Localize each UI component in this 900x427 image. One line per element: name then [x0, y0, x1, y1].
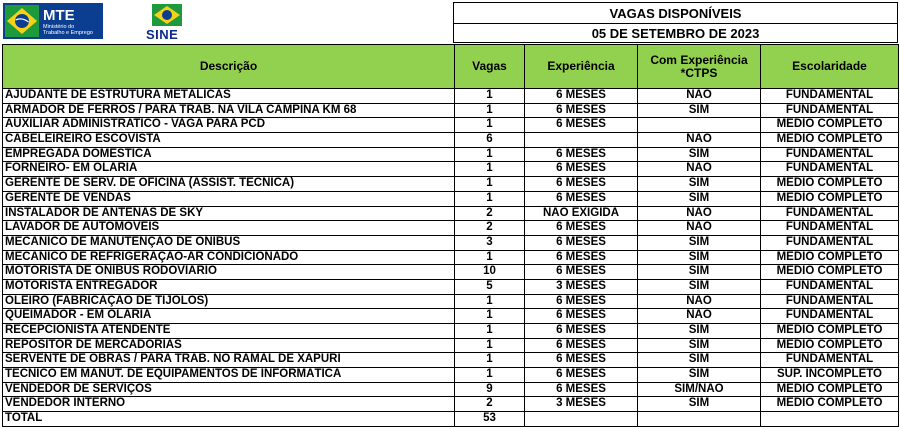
cell-ctps: SIM: [638, 324, 761, 339]
cell-descricao: RECEPCIONISTA ATENDENTE: [3, 324, 455, 339]
cell-ctps: NÃO: [638, 309, 761, 324]
cell-ctps: SIM: [638, 338, 761, 353]
cell-descricao: FORNEIRO- EM OLARIA: [3, 162, 455, 177]
cell-experiencia: 6 MESES: [525, 221, 638, 236]
cell-escolaridade: FUNDAMENTAL: [761, 147, 899, 162]
cell-descricao: OLEIRO (FABRICAÇÃO DE TIJOLOS): [3, 294, 455, 309]
cell-ctps: SIM: [638, 235, 761, 250]
table-row: [3, 133, 899, 148]
cell-escolaridade: FUNDAMENTAL: [761, 162, 899, 177]
cell-experiencia: NÃO EXIGIDA: [525, 206, 638, 221]
cell-vagas: 1: [455, 103, 525, 118]
table-row: [3, 397, 899, 412]
cell-experiencia: 6 MESES: [525, 103, 638, 118]
total-row: [3, 412, 899, 427]
cell-vagas: 5: [455, 279, 525, 294]
mte-logo-sub-1: Ministério do: [43, 24, 75, 30]
cell-vagas: 1: [455, 89, 525, 104]
header-ctps-line2: *CTPS: [680, 65, 718, 80]
cell-escolaridade: SUP. INCOMPLETO: [761, 368, 899, 383]
cell-ctps: SIM: [638, 265, 761, 280]
cell-experiencia: 6 MESES: [525, 309, 638, 324]
cell-experiencia: 6 MESES: [525, 89, 638, 104]
cell-vagas: 10: [455, 265, 525, 280]
cell-descricao: INSTALADOR DE ANTENAS DE SKY: [3, 206, 455, 221]
table-row: [3, 206, 899, 221]
table-row: [3, 191, 899, 206]
table-row: [3, 89, 899, 104]
cell-ctps: SIM: [638, 191, 761, 206]
cell-ctps: SIM: [638, 177, 761, 192]
cell-vagas: 1: [455, 353, 525, 368]
header-ctps: [638, 45, 761, 89]
cell-experiencia: 3 MESES: [525, 397, 638, 412]
cell-descricao: GERENTE DE SERV. DE OFICINA (ASSIST. TÉCNICA): [3, 177, 455, 192]
mte-logo-sub-2: Trabalho e Emprego: [43, 30, 93, 36]
cell-descricao: MOTORISTA DE ÔNIBUS RODOVIÁRIO: [3, 265, 455, 280]
cell-descricao: VENDEDOR INTERNO: [3, 397, 455, 412]
total-empty-cell: [761, 412, 899, 427]
cell-experiencia: 6 MESES: [525, 324, 638, 339]
cell-vagas: 1: [455, 368, 525, 383]
table-row: [3, 103, 899, 118]
cell-escolaridade: MÉDIO COMPLETO: [761, 177, 899, 192]
cell-escolaridade: FUNDAMENTAL: [761, 294, 899, 309]
cell-escolaridade: MÉDIO COMPLETO: [761, 118, 899, 133]
header-experiencia: Experiência: [525, 45, 638, 89]
cell-escolaridade: MÉDIO COMPLETO: [761, 324, 899, 339]
cell-escolaridade: MÉDIO COMPLETO: [761, 191, 899, 206]
cell-descricao: AUXILIAR ADMINISTRATICO - VAGA PARA PCD: [3, 118, 455, 133]
cell-experiencia: 6 MESES: [525, 177, 638, 192]
cell-experiencia: 6 MESES: [525, 235, 638, 250]
table-row: [3, 235, 899, 250]
cell-ctps: SIM: [638, 397, 761, 412]
cell-escolaridade: FUNDAMENTAL: [761, 309, 899, 324]
cell-ctps: NÃO: [638, 133, 761, 148]
total-label: TOTAL: [3, 412, 455, 427]
cell-descricao: TÉCNICO EM MANUT. DE EQUIPAMENTOS DE INFORMÁTICA: [3, 368, 455, 383]
cell-descricao: VENDEDOR DE SERVIÇOS: [3, 382, 455, 397]
cell-descricao: GERENTE DE VENDAS: [3, 191, 455, 206]
header-descricao: Descrição: [3, 45, 455, 89]
cell-descricao: EMPREGADA DOMÉSTICA: [3, 147, 455, 162]
cell-ctps: SIM: [638, 279, 761, 294]
cell-escolaridade: FUNDAMENTAL: [761, 206, 899, 221]
table-header-row: [3, 45, 899, 89]
table-row: [3, 294, 899, 309]
cell-escolaridade: MÉDIO COMPLETO: [761, 265, 899, 280]
cell-ctps: NÃO: [638, 221, 761, 236]
cell-ctps: NÃO: [638, 89, 761, 104]
cell-escolaridade: MÉDIO COMPLETO: [761, 382, 899, 397]
cell-descricao: CABELEIREIRO ESCOVISTA: [3, 133, 455, 148]
cell-experiencia: 6 MESES: [525, 265, 638, 280]
cell-escolaridade: FUNDAMENTAL: [761, 279, 899, 294]
cell-ctps: SIM: [638, 147, 761, 162]
total-empty-cell: [525, 412, 638, 427]
cell-ctps: [638, 118, 761, 133]
table-row: [3, 324, 899, 339]
cell-experiencia: 6 MESES: [525, 191, 638, 206]
cell-vagas: 1: [455, 309, 525, 324]
cell-experiencia: 3 MESES: [525, 279, 638, 294]
cell-vagas: 6: [455, 133, 525, 148]
cell-descricao: MOTORISTA ENTREGADOR: [3, 279, 455, 294]
cell-escolaridade: FUNDAMENTAL: [761, 235, 899, 250]
cell-escolaridade: MÉDIO COMPLETO: [761, 133, 899, 148]
cell-descricao: AJUDANTE DE ESTRUTURA METÁLICAS: [3, 89, 455, 104]
table-row: [3, 265, 899, 280]
table-row: [3, 162, 899, 177]
cell-vagas: 1: [455, 147, 525, 162]
cell-ctps: SIM: [638, 103, 761, 118]
cell-ctps: SIM: [638, 368, 761, 383]
cell-vagas: 1: [455, 177, 525, 192]
cell-vagas: 9: [455, 382, 525, 397]
cell-descricao: MECÂNICO DE REFRIGERAÇÃO-AR CONDICIONADO: [3, 250, 455, 265]
cell-vagas: 2: [455, 206, 525, 221]
cell-experiencia: 6 MESES: [525, 294, 638, 309]
cell-experiencia: 6 MESES: [525, 118, 638, 133]
cell-descricao: MECÂNICO DE MANUTENÇÃO DE ÔNIBUS: [3, 235, 455, 250]
table-row: [3, 368, 899, 383]
table-row: [3, 250, 899, 265]
cell-escolaridade: FUNDAMENTAL: [761, 353, 899, 368]
mte-logo: [3, 3, 103, 39]
sine-logo-text: SINE: [146, 27, 179, 42]
page-title: VAGAS DISPONÍVEIS: [453, 2, 898, 24]
cell-vagas: 2: [455, 221, 525, 236]
cell-ctps: SIM/NÃO: [638, 382, 761, 397]
cell-vagas: 1: [455, 294, 525, 309]
cell-descricao: REPOSITOR DE MERCADORIAS: [3, 338, 455, 353]
cell-ctps: NÃO: [638, 162, 761, 177]
cell-descricao: SERVENTE DE OBRAS / PARA TRAB. NO RAMAL DE XAPURI: [3, 353, 455, 368]
cell-vagas: 1: [455, 162, 525, 177]
table-row: [3, 309, 899, 324]
cell-vagas: 1: [455, 324, 525, 339]
cell-experiencia: 6 MESES: [525, 338, 638, 353]
cell-vagas: 3: [455, 235, 525, 250]
table-row: [3, 338, 899, 353]
table-row: [3, 147, 899, 162]
header-vagas: Vagas: [455, 45, 525, 89]
table-row: [3, 353, 899, 368]
cell-vagas: 1: [455, 118, 525, 133]
table-row: [3, 118, 899, 133]
cell-experiencia: 6 MESES: [525, 250, 638, 265]
cell-escolaridade: MÉDIO COMPLETO: [761, 397, 899, 412]
total-value: 53: [455, 412, 525, 427]
cell-vagas: 1: [455, 250, 525, 265]
cell-experiencia: 6 MESES: [525, 368, 638, 383]
table-body: [3, 89, 899, 412]
mte-logo-text: MTE: [43, 7, 75, 24]
total-empty-cell: [638, 412, 761, 427]
cell-experiencia: [525, 133, 638, 148]
cell-ctps: NÃO: [638, 206, 761, 221]
cell-descricao: QUEIMADOR - EM OLARIA: [3, 309, 455, 324]
cell-ctps: NÃO: [638, 294, 761, 309]
page-date: 05 DE SETEMBRO DE 2023: [453, 23, 898, 43]
cell-escolaridade: FUNDAMENTAL: [761, 221, 899, 236]
table-row: [3, 221, 899, 236]
cell-ctps: SIM: [638, 250, 761, 265]
vacancies-table: [2, 44, 899, 427]
table-row: [3, 382, 899, 397]
cell-experiencia: 6 MESES: [525, 147, 638, 162]
cell-experiencia: 6 MESES: [525, 382, 638, 397]
cell-experiencia: 6 MESES: [525, 353, 638, 368]
cell-escolaridade: FUNDAMENTAL: [761, 103, 899, 118]
cell-experiencia: 6 MESES: [525, 162, 638, 177]
cell-vagas: 1: [455, 338, 525, 353]
cell-escolaridade: MÉDIO COMPLETO: [761, 338, 899, 353]
header-escolaridade: Escolaridade: [761, 45, 899, 89]
cell-ctps: SIM: [638, 353, 761, 368]
table-row: [3, 177, 899, 192]
cell-descricao: LAVADOR DE AUTOMÓVEIS: [3, 221, 455, 236]
cell-descricao: ARMADOR DE FERROS / PARA TRAB. NA VILA CAMPINA KM 68: [3, 103, 455, 118]
cell-vagas: 2: [455, 397, 525, 412]
table-row: [3, 279, 899, 294]
cell-vagas: 1: [455, 191, 525, 206]
cell-escolaridade: MÉDIO COMPLETO: [761, 250, 899, 265]
header-ctps-line1: Com Experiência: [650, 52, 748, 67]
cell-escolaridade: FUNDAMENTAL: [761, 89, 899, 104]
